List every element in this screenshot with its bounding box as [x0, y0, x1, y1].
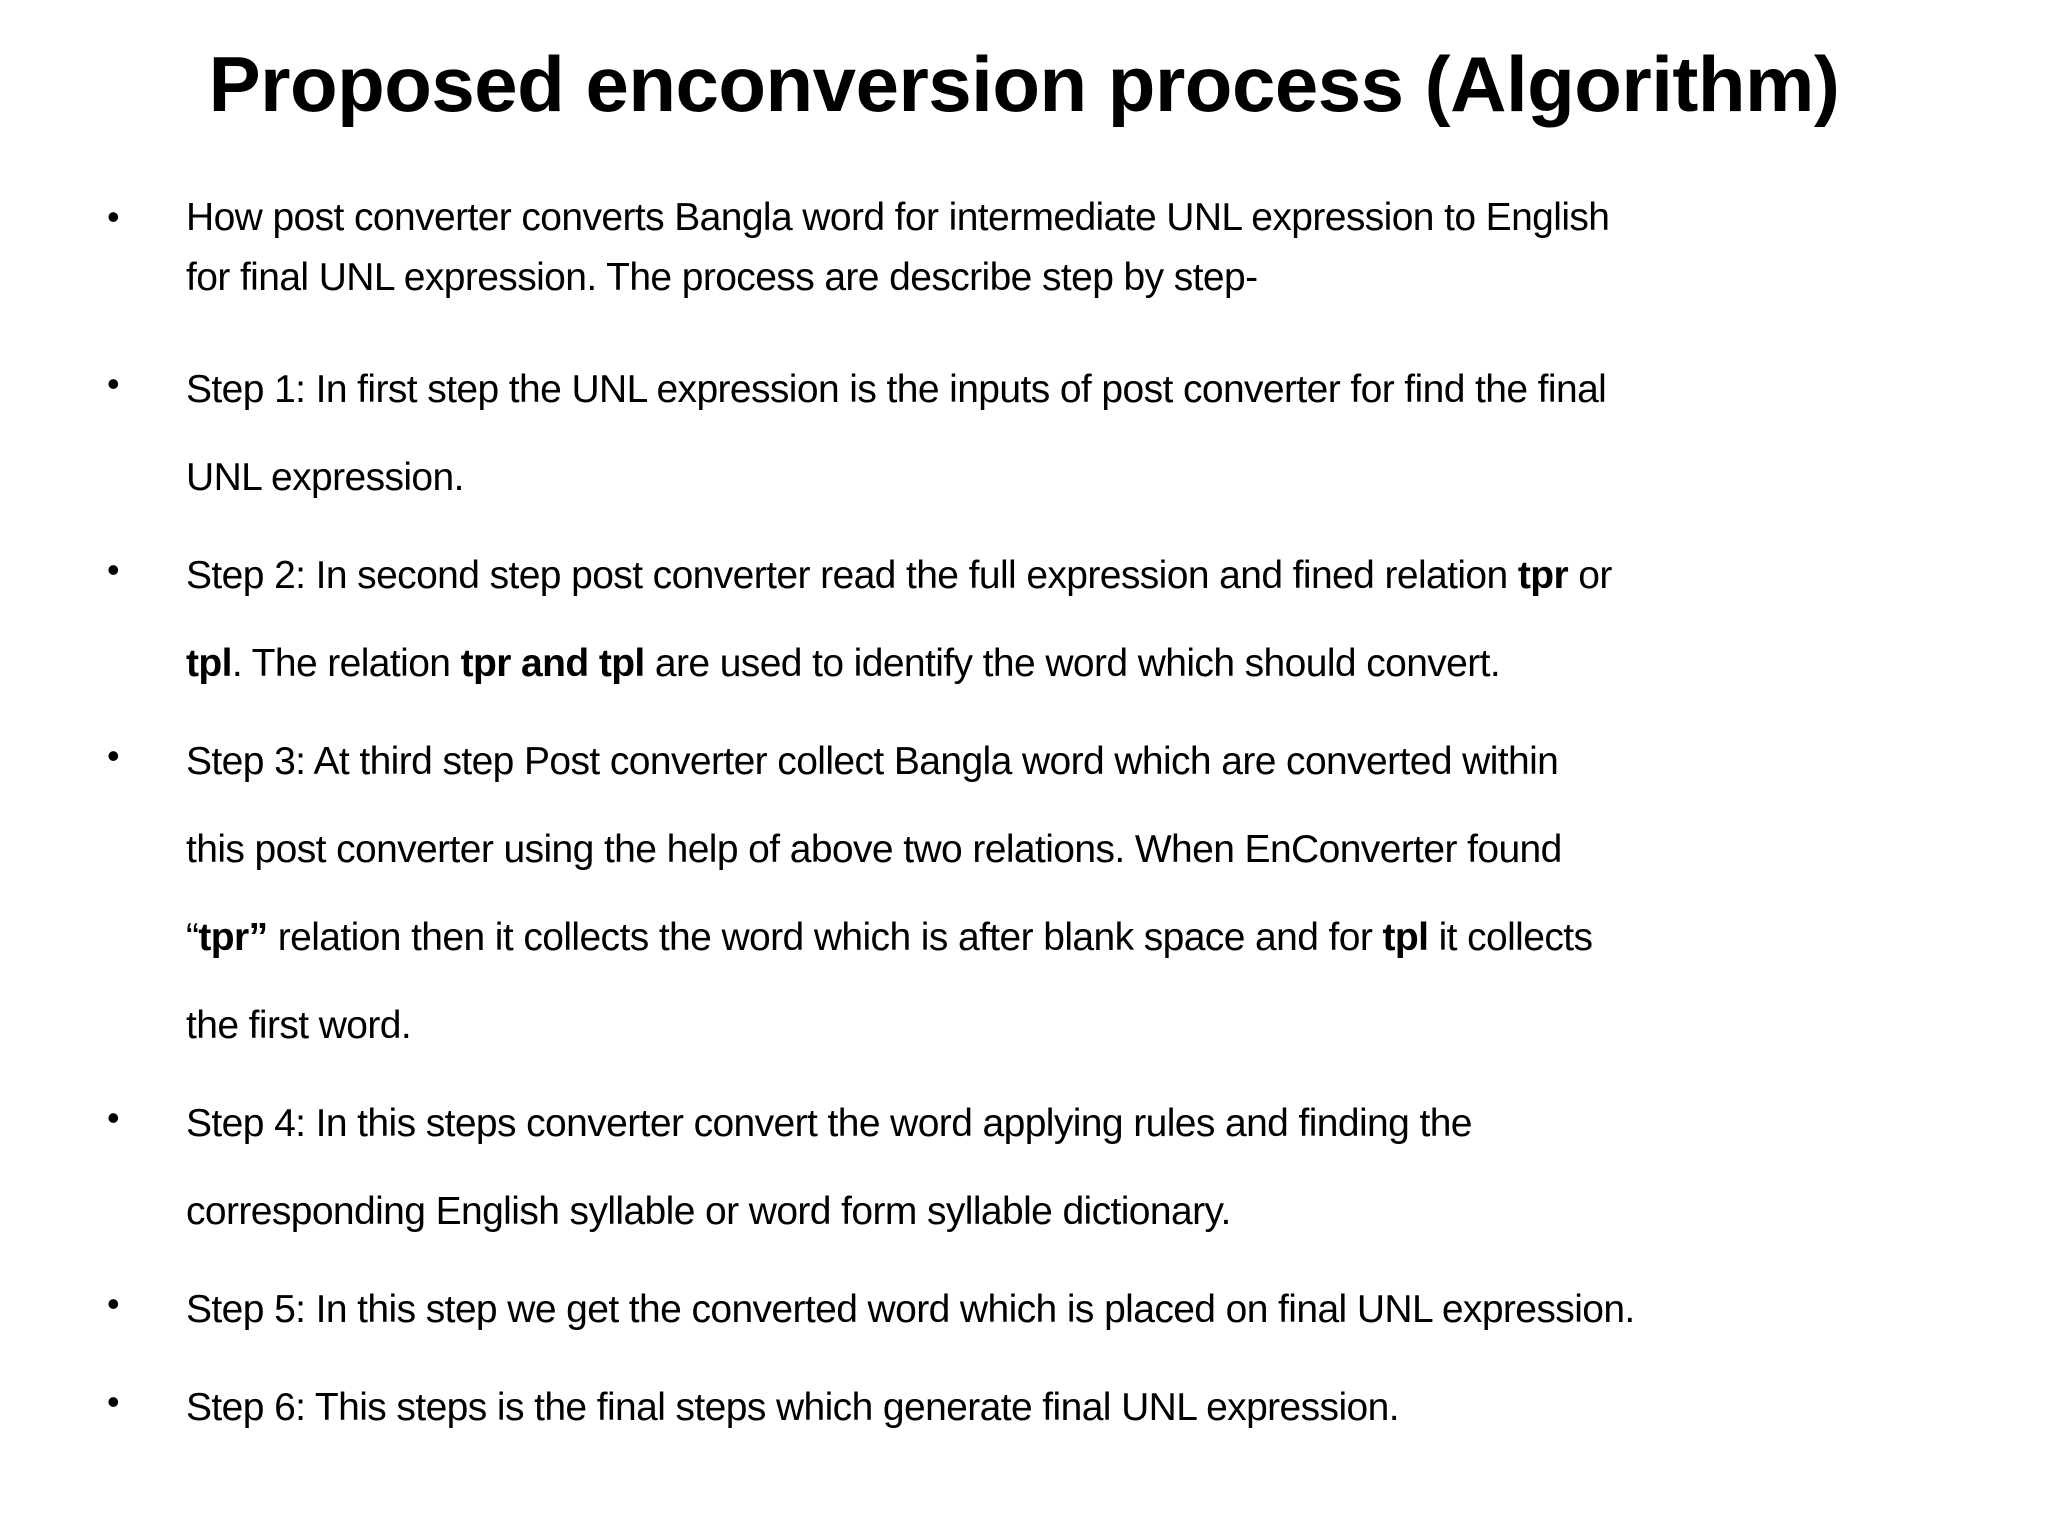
- text-run: are used to identify the word which should convert.: [644, 642, 1501, 685]
- bullet-icon: •: [107, 1097, 120, 1138]
- text-run: “: [186, 916, 199, 959]
- bold-term-tpr: tpr”: [198, 916, 268, 959]
- bold-term-tpr: tpr: [1517, 554, 1569, 597]
- bullet-item-step-5: [0, 1266, 2048, 1354]
- bullet-text-line: corresponding English syllable or word form syllable dictionary.: [186, 1190, 1231, 1233]
- bullet-icon: •: [107, 1283, 120, 1324]
- bold-term-tpl: tpl: [186, 642, 232, 685]
- bullet-text-line: the first word.: [186, 1004, 412, 1047]
- bullet-text-line: Step 5: In this step we get the converted word which is placed on final UNL expression.: [186, 1288, 1635, 1331]
- bullet-icon: •: [107, 549, 120, 590]
- bullet-text-line: Step 6: This steps is the final steps which generate final UNL expression.: [186, 1386, 1399, 1429]
- bullet-text-line: How post converter converts Bangla word for intermediate UNL expression to English: [186, 196, 1610, 239]
- bullet-text-line: for final UNL expression. The process are describe step by step-: [186, 256, 1258, 299]
- bold-term-tpl: tpl: [1382, 916, 1429, 959]
- bullet-item-intro: [0, 188, 2048, 308]
- bullet-list: [0, 188, 2048, 1462]
- text-run: relation then it collects the word which is after blank space and for: [267, 916, 1383, 959]
- bullet-text-line: this post converter using the help of above two relations. When EnConverter found: [186, 828, 1562, 871]
- bullet-icon: •: [107, 735, 120, 776]
- bullet-icon: •: [107, 196, 120, 237]
- bullet-text-line: Step 3: At third step Post converter collect Bangla word which are converted within: [186, 740, 1559, 783]
- bullet-icon: •: [107, 363, 120, 404]
- bullet-icon: •: [107, 1381, 120, 1422]
- bullet-text-line: Step 1: In first step the UNL expression is the inputs of post converter for find the final: [186, 368, 1607, 411]
- text-run: Step 2: In second step post converter read the full expression and fined relation: [186, 554, 1518, 597]
- bullet-text-line: [186, 532, 1988, 620]
- bullet-text-line: UNL expression.: [186, 456, 464, 499]
- bullet-item-step-2: [0, 532, 2048, 708]
- bullet-text-line: [186, 894, 1988, 982]
- bold-term-tpr-and-tpl: tpr and tpl: [460, 642, 645, 685]
- bullet-item-step-1: [0, 346, 2048, 522]
- bullet-text-line: Step 4: In this steps converter convert the word applying rules and finding the: [186, 1102, 1472, 1145]
- text-run: it collects: [1428, 916, 1593, 959]
- text-run: . The relation: [231, 642, 461, 685]
- bullet-item-step-3: [0, 718, 2048, 1070]
- bullet-text-line: [186, 620, 1988, 708]
- text-run: or: [1568, 554, 1612, 597]
- bullet-item-step-4: [0, 1080, 2048, 1256]
- bullet-item-step-6: [0, 1364, 2048, 1452]
- slide-title: Proposed enconversion process (Algorithm): [208, 40, 1840, 128]
